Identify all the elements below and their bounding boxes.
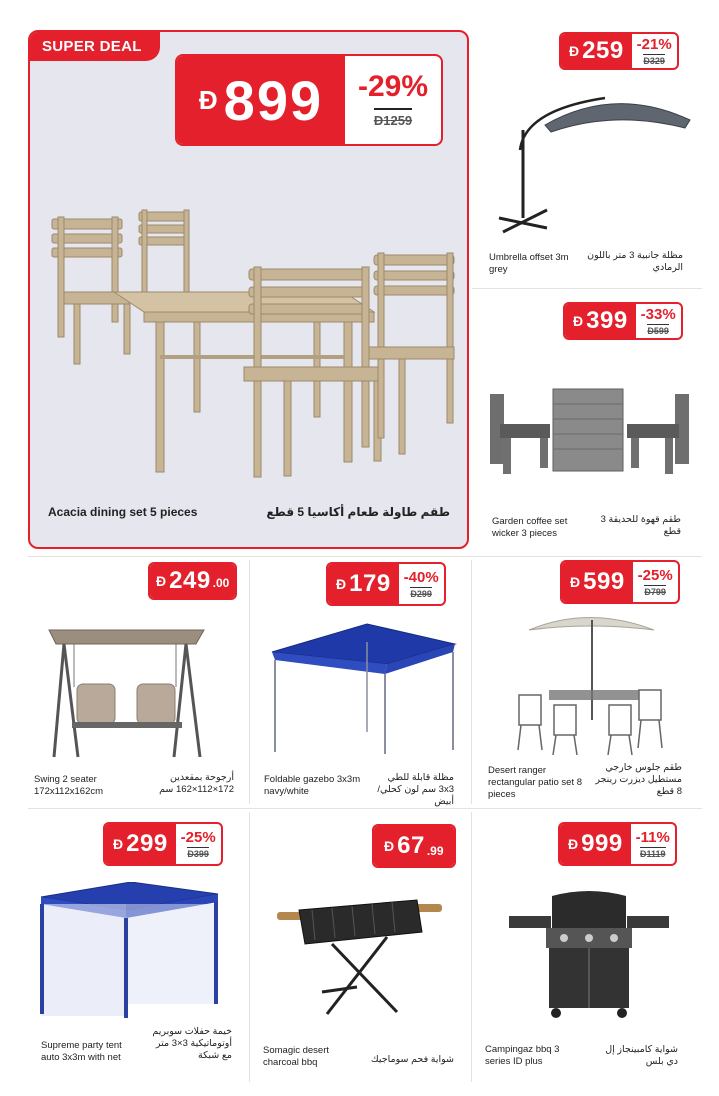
price-tag: [103, 822, 223, 866]
product-card-gas-bbq[interactable]: [474, 812, 703, 1082]
price-tag: [372, 824, 456, 868]
old-price: Ð1259: [374, 108, 412, 128]
discount-percent: -40%: [403, 568, 439, 586]
price-tag: [560, 560, 680, 604]
product-name-ar: أرجوحة بمقعدين 172×112×162 سم: [159, 772, 234, 795]
price-tag: [558, 822, 677, 866]
current-price: Ð 599: [562, 562, 633, 602]
divider: [471, 560, 472, 804]
product-name-ar: خيمة حفلات سوبريم أوتوماتيكية 3×3 متر مع شبكة: [152, 1026, 232, 1061]
discount-percent: -33%: [640, 305, 676, 323]
product-card-swing[interactable]: [28, 560, 246, 804]
product-card-coffee-set[interactable]: [475, 292, 703, 550]
price-tag: [559, 32, 679, 70]
product-name-en: Supreme party tent auto 3x3m with net: [41, 1040, 122, 1063]
super-deal-card[interactable]: [28, 30, 469, 549]
divider: [249, 560, 250, 804]
coffee-set-image: [485, 384, 695, 479]
old-price: Ð599: [647, 325, 669, 336]
discount-percent: -29%: [357, 70, 429, 103]
product-name-en: Foldable gazebo 3x3m navy/white: [264, 774, 361, 797]
discount-percent: -11%: [635, 828, 670, 846]
product-name-en: Garden coffee set wicker 3 pieces: [492, 516, 568, 539]
product-name-en: Campingaz bbq 3 series ID plus: [485, 1044, 560, 1067]
product-name-ar: مظلة جانبية 3 متر باللون الرمادي: [587, 250, 683, 273]
product-name-ar: طقم طاولة طعام أكاسيا 5 قطع: [266, 505, 450, 519]
product-card-umbrella[interactable]: [475, 30, 703, 286]
product-name-en: Desert ranger rectangular patio set 8 pieces: [488, 765, 583, 800]
swing-image: [44, 622, 209, 767]
discount-percent: -25%: [637, 566, 673, 584]
product-card-gazebo[interactable]: [252, 560, 468, 807]
price-amount: 899: [223, 68, 324, 132]
current-price: Ð 259: [561, 34, 632, 68]
product-name-ar: طقم قهوة للحديقة 3 قطع: [600, 514, 681, 537]
product-name-en: Acacia dining set 5 pieces: [48, 505, 198, 519]
product-name-ar: مظلة قابلة للطي 3x3 سم لون كحلي/ أبيض: [377, 772, 454, 807]
discount-percent: -21%: [636, 35, 672, 53]
old-price: Ð1119: [640, 848, 666, 859]
old-price: Ð299: [410, 588, 432, 599]
price-tag: [148, 562, 237, 600]
divider: [472, 288, 702, 289]
price-tag: [563, 302, 683, 340]
patio-set-image: [514, 610, 664, 755]
dining-set-image: [44, 207, 456, 497]
divider: [28, 808, 702, 809]
current-price: Ð 249 .00: [150, 564, 235, 598]
gazebo-image: [267, 622, 457, 757]
product-name-en: Swing 2 seater 172x112x162cm: [34, 774, 104, 797]
divider: [28, 556, 702, 557]
discount-percent: -25%: [180, 828, 216, 846]
umbrella-image: [485, 90, 695, 240]
product-name-en: Somagic desert charcoal bbq: [263, 1045, 330, 1068]
divider: [249, 812, 250, 1082]
current-price: Ð 299: [105, 824, 176, 864]
old-price: Ð329: [643, 55, 665, 66]
charcoal-bbq-image: [277, 892, 442, 1017]
product-name-ar: شواية كامبينجاز إل دي بلس: [605, 1044, 678, 1067]
current-price: [177, 56, 345, 144]
current-price: Ð 399: [565, 304, 636, 338]
currency-symbol: Ð: [198, 84, 218, 115]
product-name-en: Umbrella offset 3m grey: [489, 252, 569, 275]
current-price: Ð 999: [560, 824, 631, 864]
old-price: Ð399: [187, 848, 209, 859]
super-deal-tag: SUPER DEAL: [30, 32, 160, 61]
product-name-ar: طقم جلوس خارجي مستطيل ديزرت رينجر 8 قطع: [595, 762, 682, 797]
product-card-patio-set[interactable]: [474, 560, 703, 804]
price-tag: [175, 54, 443, 146]
product-card-charcoal-bbq[interactable]: [252, 812, 468, 1082]
party-tent-image: [36, 882, 221, 1022]
current-price: Ð 67 .99: [374, 826, 454, 866]
gas-bbq-image: [504, 888, 674, 1020]
product-name-ar: شواية فحم سوماجيك: [370, 1054, 454, 1065]
price-tag: [326, 562, 446, 606]
product-card-party-tent[interactable]: [28, 812, 246, 1082]
old-price: Ð799: [644, 586, 666, 597]
divider: [471, 812, 472, 1082]
current-price: Ð 179: [328, 564, 399, 604]
